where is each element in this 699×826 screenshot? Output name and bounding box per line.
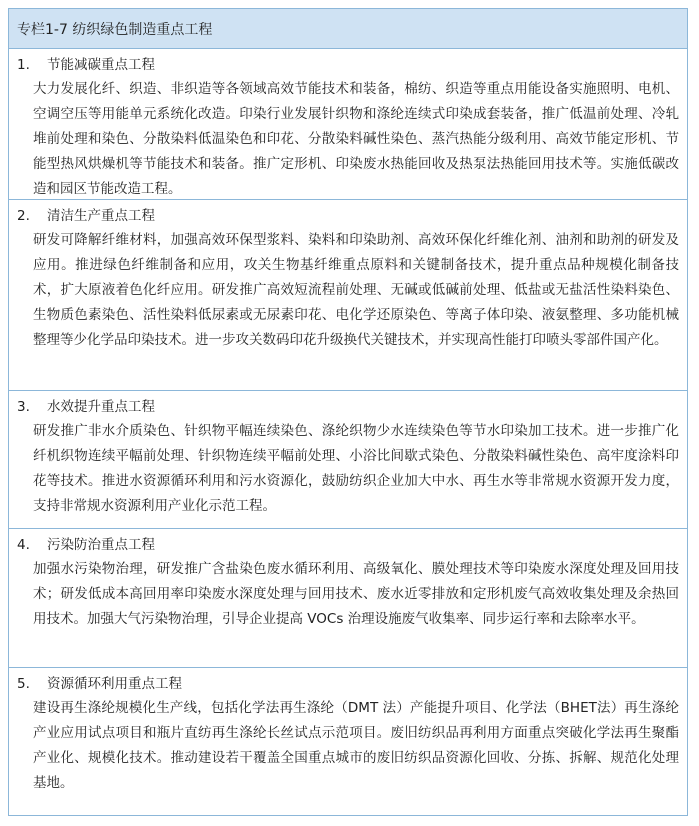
section-body: 研发推广非水介质染色、针织物平幅连续染色、涤纶织物少水连续染色等节水印染加工技术。进一步推广化纤机织物连续平幅前处理、针织物连续平幅前处理、小浴比间歇式染色、分散染料碱性染色、高牢度涂料印花等技术。推进水资源循环利用和污水资源化，鼓励纺织企业加大中水、再生水等非常规水资源开发力度，支持非常规水资源利用产业化示范工程。 [33,423,679,514]
box-header [9,9,687,49]
section-pollution-control [9,529,687,668]
section-heading [17,672,679,696]
section-resource-recycling [9,668,687,815]
section-water-efficiency [9,391,687,529]
section-body: 加强水污染物治理，研发推广含盐染色废水循环利用、高级氧化、膜处理技术等印染废水深度处理及回用技术；研发低成本高回用率印染废水深度处理与回用技术、废水近零排放和定形机废气高效收集处理及余热回用技术。加强大气污染物治理，引导企业提高 VOCs 治理设施废气收集率、同步运行率和去除率水平。 [33,561,679,627]
section-title: 清洁生产重点工程 [47,208,155,224]
box-title: 专栏1-7 纺织绿色制造重点工程 [17,21,213,38]
section-body: 研发可降解纤维材料，加强高效环保型浆料、染料和印染助剂、高效环保化纤维化剂、油剂和助剂的研发及应用。推进绿色纤维制备和应用，攻关生物基纤维重点原料和关键制备技术，提升重点品种规模化制备技术，扩大原液着色化纤应用。研发推广高效短流程前处理、无碱或低碱前处理、低盐或无盐活性染料染色、生物质色素染色、活性染料低尿素或无尿素印花、电化学还原染色、等离子体印染、液氨整理、多功能机械整理等少化学品印染技术。进一步攻关数码印花升级换代关键技术，并实现高性能打印喷头零部件国产化。 [33,232,679,348]
section-number: 4. [17,537,30,553]
section-number: 1. [17,57,30,73]
section-body: 大力发展化纤、织造、非织造等各领域高效节能技术和装备，棉纺、织造等重点用能设备实施照明、电机、空调空压等用能单元系统化改造。印染行业发展针织物和涤纶连续式印染成套装备，推广低温前处理、冷轧堆前处理和染色、分散染料低温染色和印花、分散染料碱性染色、蒸汽热能分级利用、高效节能定形机、节能型热风烘燥机等节能技术和装备。推广定形机、印染废水热能回收及热泵法热能回用技术等。实施低碳改造和园区节能改造工程。 [33,81,679,197]
section-title: 资源循环利用重点工程 [47,676,182,692]
section-body: 建设再生涤纶规模化生产线，包括化学法再生涤纶（DMT 法）产能提升项目、化学法（BHET法）再生涤纶产业应用试点项目和瓶片直纺再生涤纶长丝试点示范项目。废旧纺织品再利用方面重点突破化学法再生聚酯产业化、规模化技术。推动建设若干覆盖全国重点城市的废旧纺织品资源化回收、分拣、拆解、规范化处理基地。 [33,700,679,791]
section-heading [17,53,679,77]
section-number: 2. [17,208,30,224]
section-heading [17,204,679,228]
section-heading [17,395,679,419]
section-number: 3. [17,399,30,415]
section-title: 节能减碳重点工程 [47,57,155,73]
section-title: 污染防治重点工程 [47,537,155,553]
section-number: 5. [17,676,30,692]
section-energy-saving [9,49,687,200]
section-heading [17,533,679,557]
feature-box [8,8,688,816]
section-clean-production [9,200,687,391]
section-title: 水效提升重点工程 [47,399,155,415]
